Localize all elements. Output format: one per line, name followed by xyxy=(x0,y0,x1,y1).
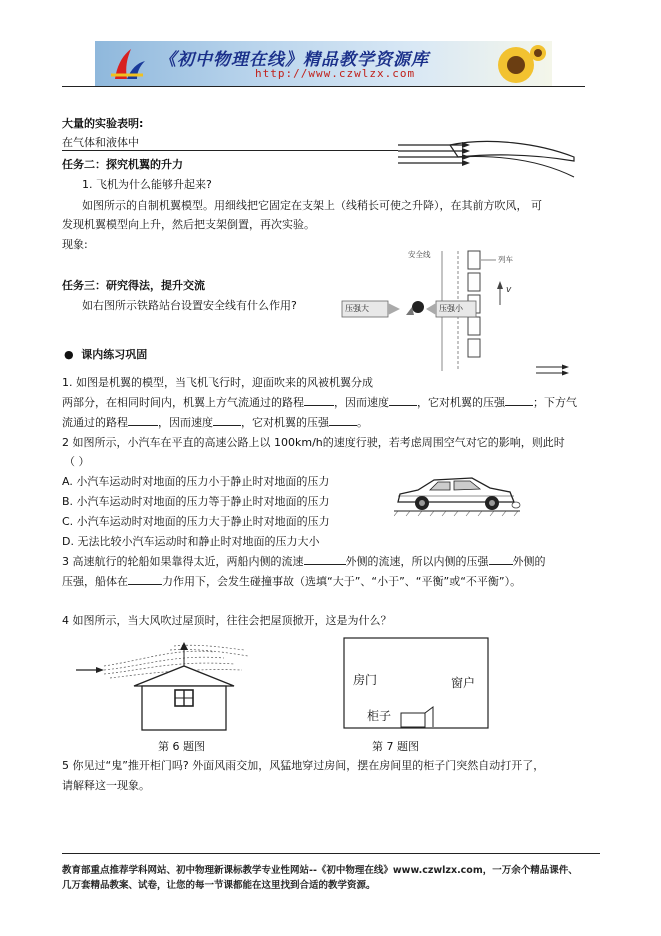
cabinet-label: 柜子 xyxy=(367,709,392,723)
q1-text-b: ，因而速度 xyxy=(334,396,389,409)
q1-text-c: ，它对机翼的压强 xyxy=(417,396,505,409)
answer-blank[interactable] xyxy=(128,416,158,426)
q1-text-e: 流通过的路程 xyxy=(62,416,128,429)
q2-line-1: 2 如图所示，小汽车在平直的高速公路上以 100km/h的速度行驶，若考虑周围空气对它的影响，则此时 xyxy=(62,436,565,449)
q1-text-f: ，因而速度 xyxy=(158,416,213,429)
task2-question: 1. 飞机为什么能够升起来? xyxy=(82,178,212,191)
task2-heading: 任务二：探究机翼的升力 xyxy=(62,158,183,171)
q2-option-d[interactable]: D. 无法比较小汽车运动时和静止时对地面的压力大小 xyxy=(62,535,320,548)
window-label: 窗户 xyxy=(451,676,476,690)
task2-phenomenon: 现象: xyxy=(62,238,88,251)
banner-url[interactable]: http://www.czwlzx.com xyxy=(255,67,416,80)
train-platform-figure xyxy=(340,245,530,373)
q1-text-a: 两部分，在相同时间内，机翼上方气流通过的路程 xyxy=(62,396,304,409)
fig7-caption: 第 7 题图 xyxy=(372,740,419,753)
task2-para-1: 如图所示的自制机翼模型。用细线把它固定在支架上（线稍长可使之升降），在其前方吹风， 可 xyxy=(82,199,542,212)
answer-blank[interactable] xyxy=(304,396,334,406)
q1-text-d: ；下方气 xyxy=(533,396,577,409)
q3-text-c: 外侧的 xyxy=(512,555,546,568)
answer-blank[interactable] xyxy=(329,416,357,426)
q2-line-2: （ ） xyxy=(64,455,90,468)
answer-blank[interactable] xyxy=(389,396,417,406)
house-wind-figure xyxy=(74,640,254,732)
banner-title: 《初中物理在线》精品教学资源库 xyxy=(159,50,429,70)
footer-line-2: 几万套精品教案、试卷，让您的每一节课都能在这里找到合适的教学资源。 xyxy=(62,880,376,891)
q5-line-1: 5 你见过“鬼”推开柜门吗? 外面风雨交加，风猛地穿过房间，摆在房间里的柜子门突然自动打开了， xyxy=(62,759,545,772)
q3-text-a: 3 高速航行的轮船如果靠得太近，两船内侧的流速 xyxy=(62,555,304,568)
q3-text-b: 外侧的流速，所以内侧的压强 xyxy=(345,555,489,568)
q3-line-1 xyxy=(62,553,546,569)
practice-heading-text: 课内练习巩固 xyxy=(81,348,148,361)
footer-divider xyxy=(62,853,600,854)
practice-heading xyxy=(64,346,147,362)
footer-line-1: 教育部重点推荐学科网站、初中物理新课标教学专业性网站--《初中物理在线》www.czwlzx.com，一万余个精品课件、 xyxy=(62,865,578,876)
sunflower-icon xyxy=(486,43,546,87)
safety-line-label: 安全线 xyxy=(408,250,431,259)
q2-option-a[interactable]: A. 小汽车运动时对地面的压力小于静止时对地面的压力 xyxy=(62,475,330,488)
header-banner xyxy=(95,41,552,87)
car-figure xyxy=(394,472,524,518)
bullet-icon: ● xyxy=(64,348,82,361)
velocity-label: v xyxy=(506,285,512,295)
fig6-caption: 第 6 题图 xyxy=(158,740,205,753)
intro-line: 在气体和液体中 xyxy=(62,136,139,149)
answer-blank[interactable] xyxy=(128,575,162,585)
q1-line-2 xyxy=(62,394,577,410)
high-pressure-label: 压强大 xyxy=(345,304,369,313)
task3-heading: 任务三：研究得法，提升交流 xyxy=(62,279,205,292)
low-pressure-label: 压强小 xyxy=(439,304,463,313)
q1-text-g: ，它对机翼的压强 xyxy=(241,416,329,429)
q1-line-1: 1. 如图是机翼的模型，当飞机飞行时，迎面吹来的风被机翼分成 xyxy=(62,376,373,389)
q1-line-3 xyxy=(62,414,368,430)
banner-divider xyxy=(62,86,585,87)
door-label: 房门 xyxy=(353,673,378,687)
q1-text-h: 。 xyxy=(357,416,368,429)
answer-blank[interactable] xyxy=(505,396,533,406)
q2-option-b[interactable]: B. 小汽车运动时对地面的压力等于静止时对地面的压力 xyxy=(62,495,330,508)
logo-icon xyxy=(107,45,147,83)
train-label: 列车 xyxy=(498,255,513,264)
q3-text-d: 压强，船体在 xyxy=(62,575,128,588)
q3-line-2 xyxy=(62,573,521,589)
q2-option-c[interactable]: C. 小汽车运动时对地面的压力大于静止时对地面的压力 xyxy=(62,515,330,528)
wing-figure xyxy=(398,135,578,187)
task3-question: 如右图所示铁路站台设置安全线有什么作用? xyxy=(82,299,297,312)
answer-blank[interactable] xyxy=(304,555,346,565)
q5-line-2: 请解释这一现象。 xyxy=(62,779,150,792)
intro-heading: 大量的实验表明: xyxy=(62,117,144,130)
room-figure xyxy=(343,637,489,731)
q4-text: 4 如图所示，当大风吹过屋顶时，往往会把屋顶掀开，这是为什么？ xyxy=(62,614,392,627)
wind-arrows-icon xyxy=(536,364,570,376)
task2-para-2: 发现机翼模型向上升，然后把支架倒置，再次实验。 xyxy=(62,218,315,231)
intro-rule xyxy=(62,150,398,151)
answer-blank[interactable] xyxy=(489,555,513,565)
q3-text-e: 力作用下，会发生碰撞事故（选填“大于”、“小于”、“平衡”或“不平衡”）。 xyxy=(162,575,522,588)
answer-blank[interactable] xyxy=(213,416,241,426)
